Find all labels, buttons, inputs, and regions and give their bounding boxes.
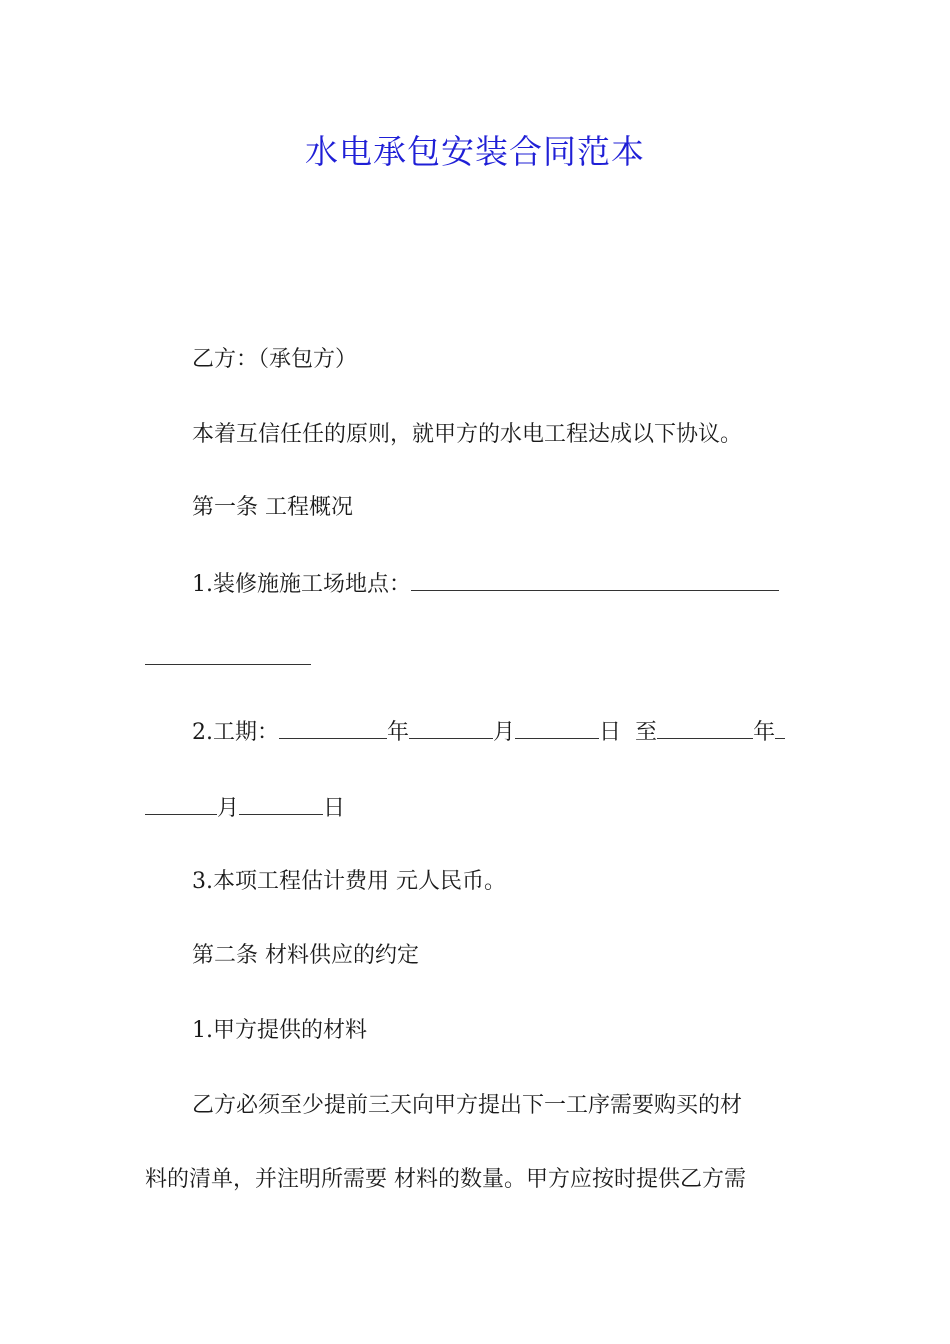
site-location-blank-2 (145, 642, 311, 665)
site-location-line (192, 568, 779, 601)
site-location-blank (411, 568, 779, 591)
end-day-unit: 日 (323, 796, 346, 821)
end-day-blank (239, 792, 323, 815)
to-text: 至 (635, 720, 658, 745)
party-b-line: 乙方：（承包方） (192, 347, 358, 372)
intro-paragraph: 本着互信任任的原则，就甲方的水电工程达成以下协议。 (192, 422, 743, 447)
start-year-unit: 年 (387, 720, 410, 745)
end-year-blank (657, 716, 753, 739)
start-day-blank (515, 716, 599, 739)
cost-line: 3.本项工程估计费用 元人民币。 (192, 869, 506, 894)
start-month-blank (409, 716, 493, 739)
article-1-heading: 第一条 工程概况 (192, 495, 353, 520)
site-location-continuation (145, 642, 311, 675)
end-month-blank (145, 792, 217, 815)
article-2-item-1: 1.甲方提供的材料 (192, 1018, 367, 1043)
period-label: 2.工期： (192, 720, 279, 745)
start-day-unit: 日 (599, 720, 622, 745)
paragraph-line-2: 料的清单，并注明所需要 材料的数量。甲方应按时提供乙方需 (145, 1167, 746, 1192)
period-line (192, 716, 785, 749)
document-title: 水电承包安装合同范本 (305, 132, 645, 171)
paragraph-line-1: 乙方必须至少提前三天向甲方提出下一工序需要购买的材 (192, 1093, 743, 1118)
period-continuation (145, 792, 345, 825)
start-year-blank (279, 716, 387, 739)
start-month-unit: 月 (493, 720, 516, 745)
end-month-unit: 月 (217, 796, 240, 821)
article-2-heading: 第二条 材料供应的约定 (192, 943, 419, 968)
site-location-label: 1.装修施施工场地点： (192, 572, 411, 597)
end-month-blank-start (775, 716, 785, 739)
end-year-unit: 年 (753, 720, 776, 745)
